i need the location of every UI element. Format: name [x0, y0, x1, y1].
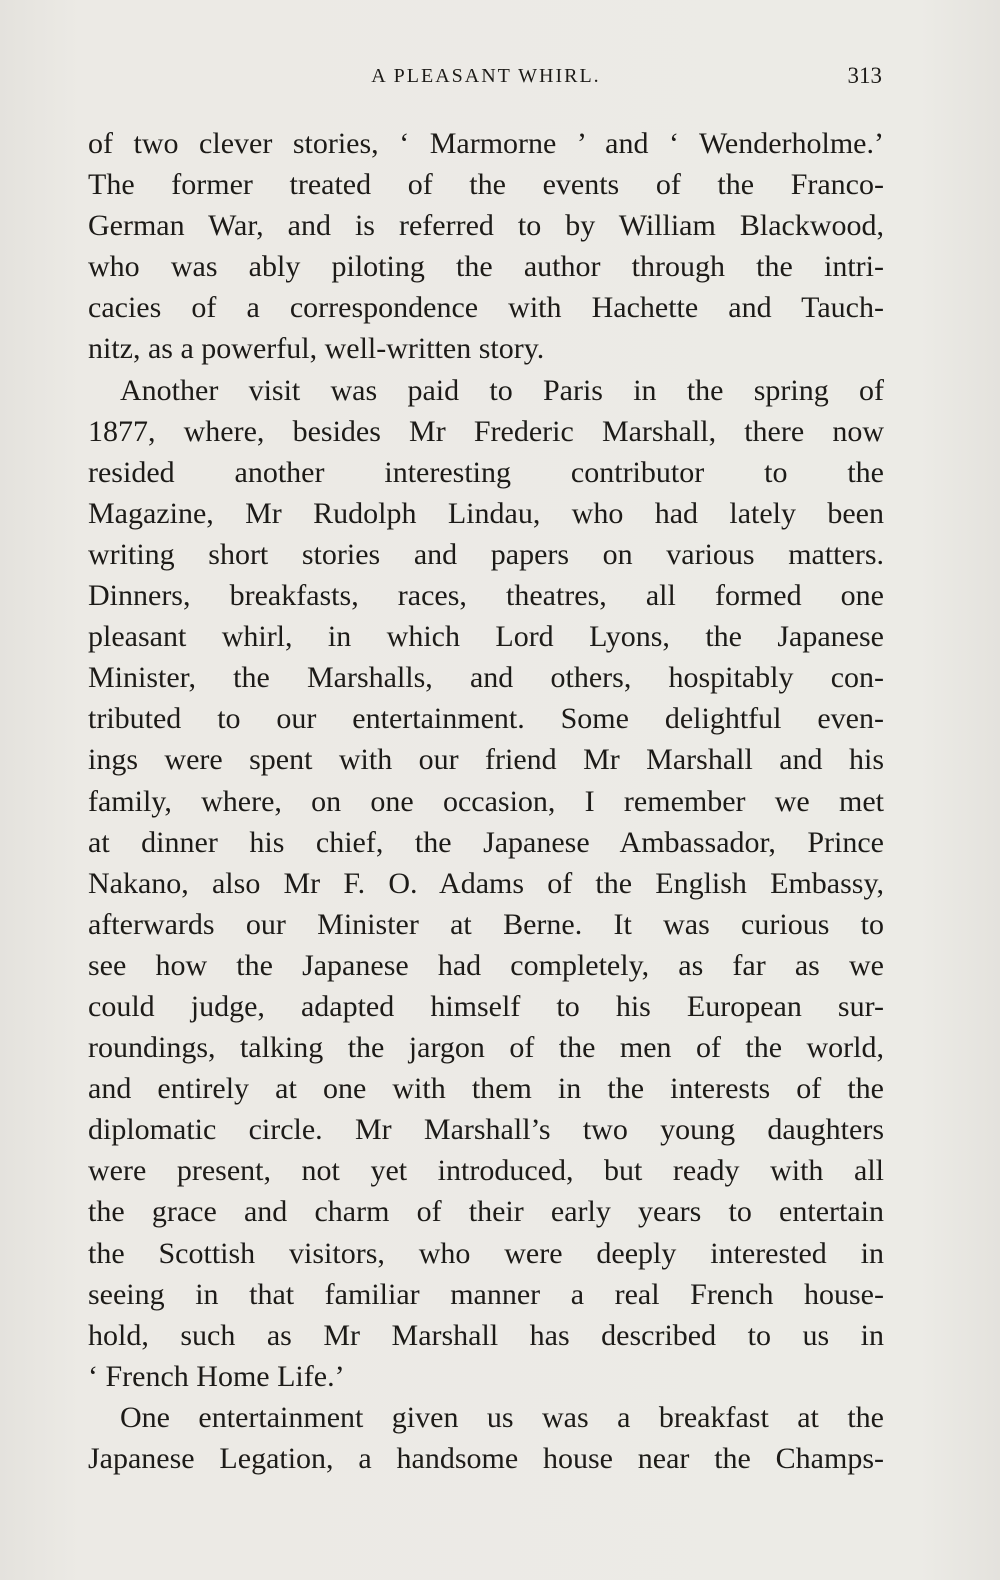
text-line: who was ably piloting the author through the intri-: [88, 250, 884, 284]
text-line: resided another interesting contributor to the: [88, 455, 884, 489]
text-line: Dinners, breakfasts, races, theatres, all formed one: [88, 579, 884, 613]
text-line: Japanese Legation, a handsome house near the Champs-: [88, 1442, 884, 1475]
text-line: nitz, as a powerful, well-written story.: [88, 332, 545, 366]
text-line: family, where, on one occasion, I remember we met: [88, 784, 884, 818]
body-text: [88, 123, 884, 1479]
text-line: cacies of a correspondence with Hachette and Tauch-: [88, 291, 884, 325]
text-line: writing short stories and papers on various matters.: [88, 537, 884, 571]
text-line: Magazine, Mr Rudolph Lindau, who had lately been: [88, 496, 884, 530]
text-line: Nakano, also Mr F. O. Adams of the English Embassy,: [88, 866, 884, 900]
text-line: tributed to our entertainment. Some delightful even-: [88, 702, 884, 736]
text-line: Another visit was paid to Paris in the spring of: [120, 373, 884, 407]
text-line: One entertainment given us was a breakfast at the: [120, 1400, 884, 1434]
text-line: 1877, where, besides Mr Frederic Marshall, there now: [88, 414, 884, 448]
running-title: A PLEASANT WHIRL.: [371, 65, 601, 87]
text-line: Minister, the Marshalls, and others, hospitably con-: [88, 661, 884, 695]
text-line: seeing in that familiar manner a real French house-: [88, 1277, 884, 1311]
text-line: hold, such as Mr Marshall has described to us in: [88, 1318, 884, 1352]
text-line: ings were spent with our friend Mr Marshall and his: [88, 743, 884, 777]
text-line: German War, and is referred to by William Blackwood,: [88, 209, 884, 243]
text-line: of two clever stories, ‘ Marmorne ’ and ‘ Wenderholme.’: [88, 127, 884, 160]
text-line: The former treated of the events of the Franco-: [88, 168, 884, 202]
text-line: ‘ French Home Life.’: [88, 1359, 345, 1393]
text-line: afterwards our Minister at Berne. It was curious to: [88, 907, 884, 941]
text-line: were present, not yet introduced, but ready with all: [88, 1154, 884, 1188]
text-line: diplomatic circle. Mr Marshall’s two young daughters: [88, 1113, 884, 1147]
text-line: and entirely at one with them in the interests of the: [88, 1072, 884, 1106]
page-number: 313: [847, 63, 882, 88]
text-line: see how the Japanese had completely, as far as we: [88, 948, 884, 982]
text-line: could judge, adapted himself to his European sur-: [88, 989, 884, 1023]
running-head: [90, 60, 882, 92]
text-line: the Scottish visitors, who were deeply interested in: [88, 1236, 884, 1270]
text-line: pleasant whirl, in which Lord Lyons, the Japanese: [88, 620, 884, 654]
text-line: roundings, talking the jargon of the men of the world,: [88, 1031, 884, 1065]
text-line: the grace and charm of their early years to entertain: [88, 1195, 884, 1229]
text-line: at dinner his chief, the Japanese Ambassador, Prince: [88, 825, 884, 859]
